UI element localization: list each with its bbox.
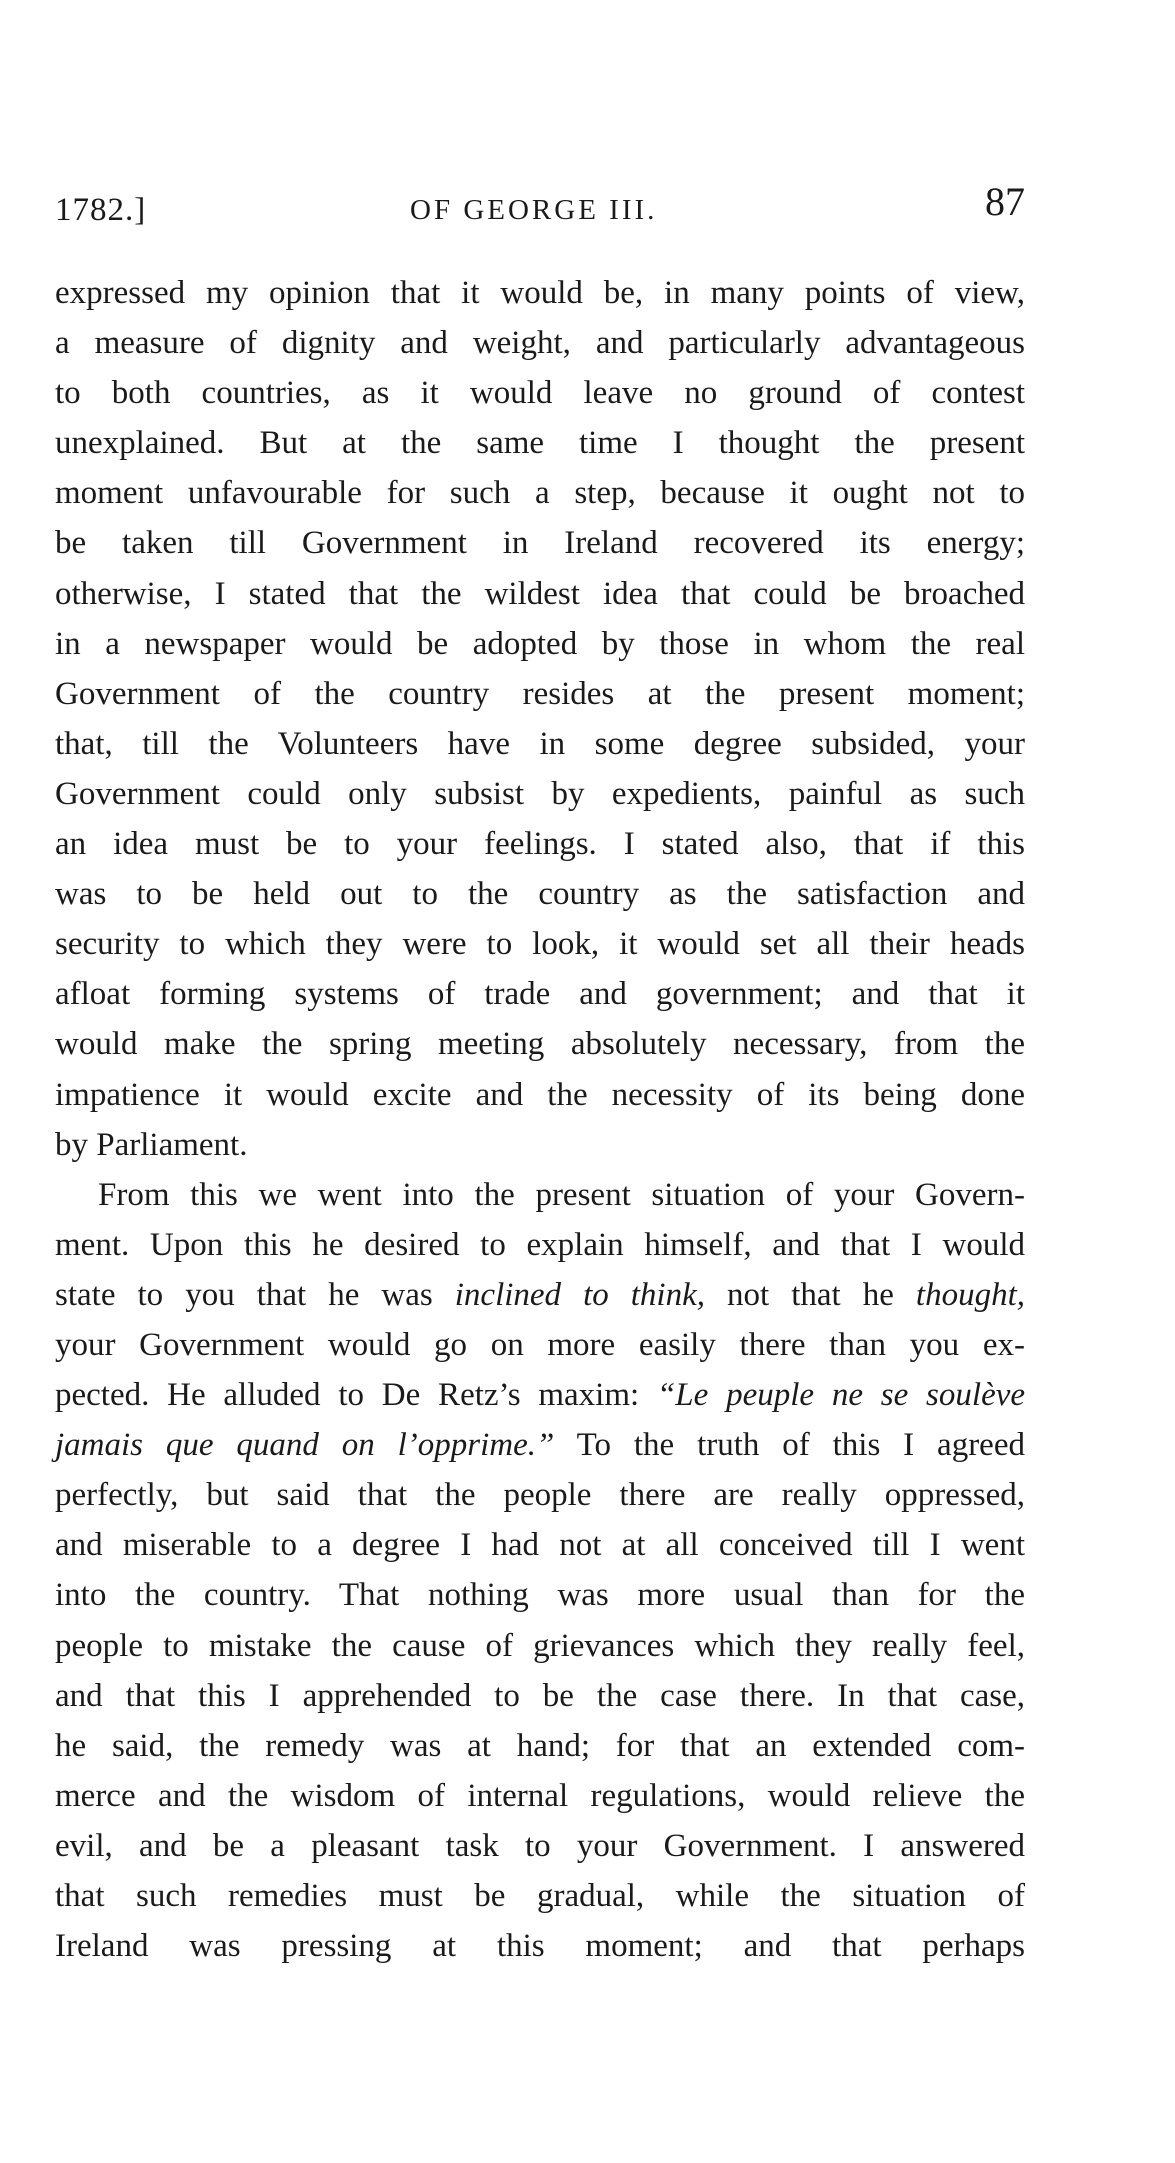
text-line: expressed my opinion that it would be, in many points of view,: [55, 275, 1025, 311]
text-line: [55, 1270, 1025, 1320]
text-line: by Parliament.: [55, 1126, 248, 1163]
text-line: security to which they were to look, it would set all their heads: [55, 926, 1025, 963]
text-line: and miserable to a degree I had not at all conceived till I went: [55, 1527, 1025, 1564]
text-line: in a newspaper would be adopted by those in whom the real: [55, 625, 1025, 662]
text-line: Government of the country resides at the present moment;: [55, 675, 1025, 712]
text-line: would make the spring meeting absolutely necessary, from the: [55, 1026, 1025, 1063]
text-line: he said, the remedy was at hand; for that an extended com-: [55, 1727, 1025, 1764]
text-line: was to be held out to the country as the satisfaction and: [55, 876, 1025, 913]
text-line: merce and the wisdom of internal regulations, would relieve the: [55, 1777, 1025, 1814]
text-line: unexplained. But at the same time I thought the present: [55, 425, 1025, 462]
text-line: moment unfavourable for such a step, because it ought not to: [55, 475, 1025, 512]
text-line: Ireland was pressing at this moment; and that perhaps: [55, 1928, 1025, 1965]
body-text: [55, 268, 1025, 1971]
italic-segment: thought,: [915, 1276, 1026, 1313]
text-line: and that this I apprehended to be the case there. In that case,: [55, 1677, 1025, 1714]
text-line: that, till the Volunteers have in some degree subsided, your: [55, 725, 1025, 762]
running-head-date: 1782.]: [55, 192, 147, 228]
italic-segment: jamais que quand on l’opprime.”: [55, 1427, 555, 1464]
text-segment: To the truth of this I agreed: [554, 1427, 1025, 1464]
text-segment: pected. He alluded to De Retz’s maxim:: [55, 1377, 657, 1414]
text-line: [55, 1370, 1025, 1420]
text-line: to both countries, as it would leave no ground of contest: [55, 375, 1025, 412]
text-line: impatience it would excite and the necessity of its being done: [55, 1076, 1025, 1113]
text-line: evil, and be a pleasant task to your Government. I answered: [55, 1827, 1025, 1864]
text-segment: state to you that he was: [55, 1276, 455, 1313]
text-line: From this we went into the present situation of your Govern-: [98, 1176, 1025, 1213]
page-number: 87: [985, 179, 1025, 224]
text-line: otherwise, I stated that the wildest idea that could be broached: [55, 575, 1025, 612]
text-line: Government could only subsist by expedients, painful as such: [55, 775, 1025, 812]
text-line: a measure of dignity and weight, and particularly advantageous: [55, 325, 1025, 362]
text-line: an idea must be to your feelings. I stated also, that if this: [55, 826, 1025, 863]
text-line: afloat forming systems of trade and government; and that it: [55, 976, 1025, 1013]
text-line: that such remedies must be gradual, while the situation of: [55, 1878, 1025, 1914]
italic-segment: “Le peuple ne se soulève: [656, 1377, 1026, 1414]
text-line: people to mistake the cause of grievances which they really feel,: [55, 1627, 1025, 1664]
text-line: into the country. That nothing was more usual than for the: [55, 1577, 1025, 1614]
running-head: [55, 178, 1025, 238]
text-line: perfectly, but said that the people there are really oppressed,: [55, 1477, 1025, 1514]
running-head-title: OF GEORGE III.: [410, 194, 658, 226]
text-line: [55, 1420, 1025, 1470]
text-line: your Government would go on more easily there than you ex-: [55, 1326, 1025, 1363]
text-segment: not that he: [705, 1276, 916, 1313]
text-line: ment. Upon this he desired to explain himself, and that I would: [55, 1226, 1025, 1263]
text-line: be taken till Government in Ireland recovered its energy;: [55, 525, 1025, 562]
italic-segment: inclined to think,: [454, 1276, 706, 1313]
